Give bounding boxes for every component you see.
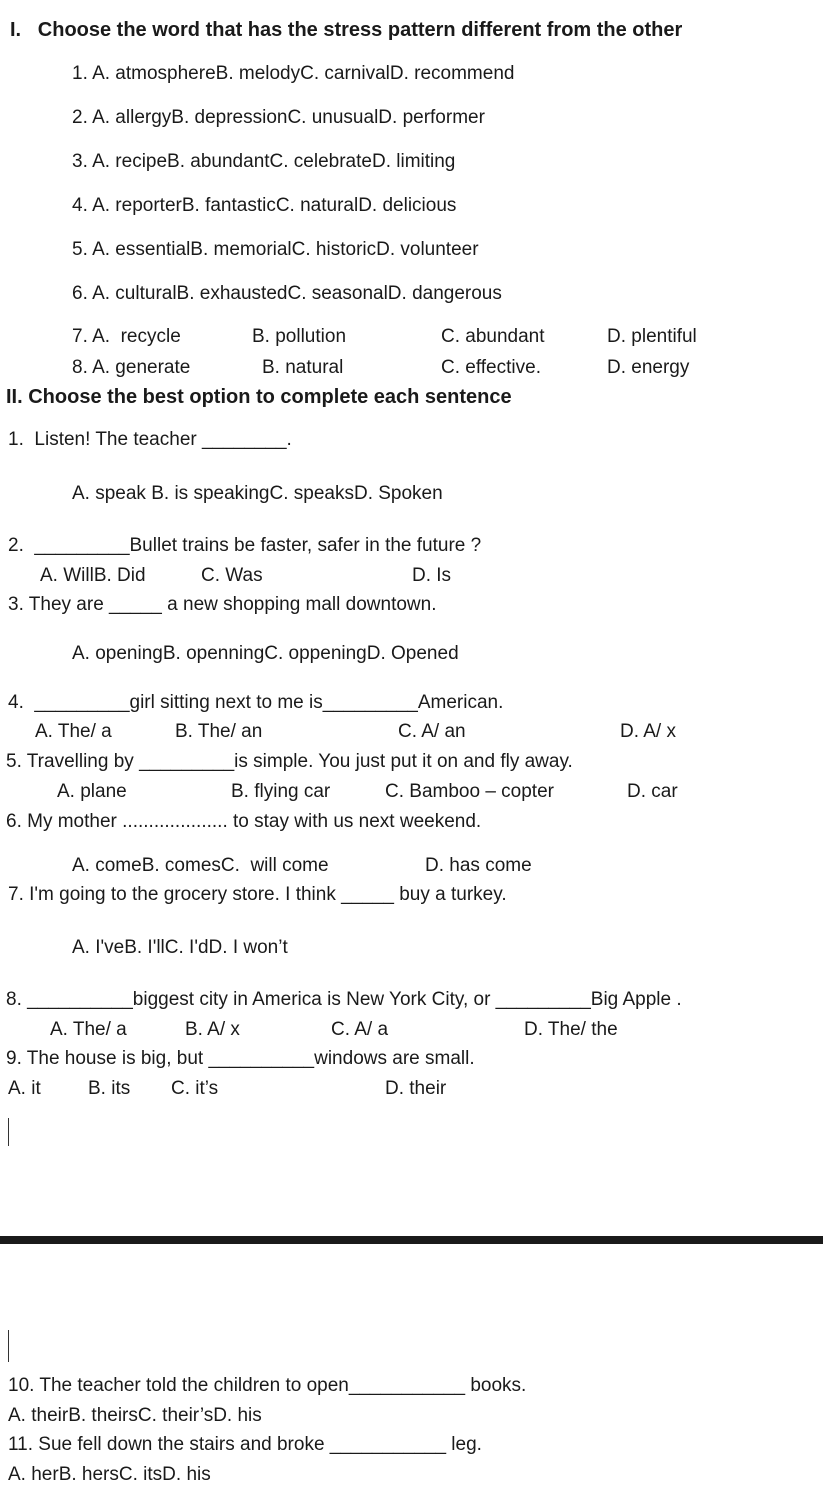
option-abc: A. comeB. comesC. will come [72,855,329,876]
question-stem: 5. Travelling by _________is simple. You just put it on and fly away. [6,751,573,772]
question-options: A. openingB. openningC. oppeningD. Opened [72,643,459,664]
option-b: B. its [88,1078,131,1099]
option-c: C. A/ a [331,1019,389,1040]
question-stem: 9. The house is big, but __________windows are small. [6,1048,475,1069]
question-options: A. theirB. theirsC. their’sD. his [8,1405,262,1426]
option-d: D. The/ the [524,1019,618,1040]
option-a: A. it [8,1078,41,1099]
question-stem: 4. _________girl sitting next to me is_________American. [8,692,504,713]
option-a: 7. A. recycle [72,326,181,347]
option-c: C. A/ an [398,721,466,742]
option-b: B. pollution [252,326,347,347]
page-divider [0,1236,823,1244]
question-stem: 2. _________Bullet trains be faster, safer in the future ? [8,535,482,556]
option-d: D. has come [425,855,532,876]
option-d: D. energy [607,357,690,378]
option-a: A. The/ a [50,1019,127,1040]
option-c: C. it’s [171,1078,219,1099]
text-cursor-mark [8,1118,9,1146]
question-item: 1. A. atmosphereB. melodyC. carnivalD. recommend [72,63,515,84]
option-c: C. Was [201,565,263,586]
option-c: C. Bamboo – copter [385,781,554,802]
option-b: B. flying car [231,781,331,802]
option-b: B. natural [262,357,344,378]
question-item: 2. A. allergyB. depressionC. unusualD. performer [72,107,485,128]
option-c: C. effective. [441,357,541,378]
question-item: 3. A. recipeB. abundantC. celebrateD. limiting [72,151,456,172]
question-options: A. speak B. is speakingC. speaksD. Spoken [72,483,443,504]
question-options: A. I'veB. I'llC. I'dD. I won’t [72,937,288,958]
option-b: B. The/ an [175,721,263,742]
question-stem: 8. __________biggest city in America is New York City, or _________Big Apple . [6,989,682,1010]
option-a: 8. A. generate [72,357,191,378]
section-1-heading: I. Choose the word that has the stress pattern different from the other [10,19,683,41]
option-d: D. A/ x [620,721,676,742]
question-stem: 10. The teacher told the children to open___________ books. [8,1375,527,1396]
question-item: 5. A. essentialB. memorialC. historicD. volunteer [72,239,479,260]
option-d: D. car [627,781,678,802]
question-stem: 11. Sue fell down the stairs and broke ___________ leg. [8,1434,482,1455]
option-d: D. their [385,1078,447,1099]
question-stem: 3. They are _____ a new shopping mall downtown. [8,594,437,615]
text-cursor-mark [8,1330,9,1362]
option-ab: A. WillB. Did [40,565,146,586]
question-item: 4. A. reporterB. fantasticC. naturalD. delicious [72,195,457,216]
option-c: C. abundant [441,326,545,347]
question-options: A. herB. hersC. itsD. his [8,1464,211,1485]
question-stem: 1. Listen! The teacher ________. [8,429,292,450]
question-item: 6. A. culturalB. exhaustedC. seasonalD. dangerous [72,283,502,304]
question-stem: 7. I'm going to the grocery store. I think _____ buy a turkey. [8,884,507,905]
question-stem: 6. My mother .................... to stay with us next weekend. [6,811,482,832]
section-2-heading: II. Choose the best option to complete each sentence [6,386,512,408]
option-d: D. plentiful [607,326,697,347]
option-a: A. plane [57,781,127,802]
option-b: B. A/ x [185,1019,240,1040]
option-d: D. Is [412,565,452,586]
option-a: A. The/ a [35,721,112,742]
